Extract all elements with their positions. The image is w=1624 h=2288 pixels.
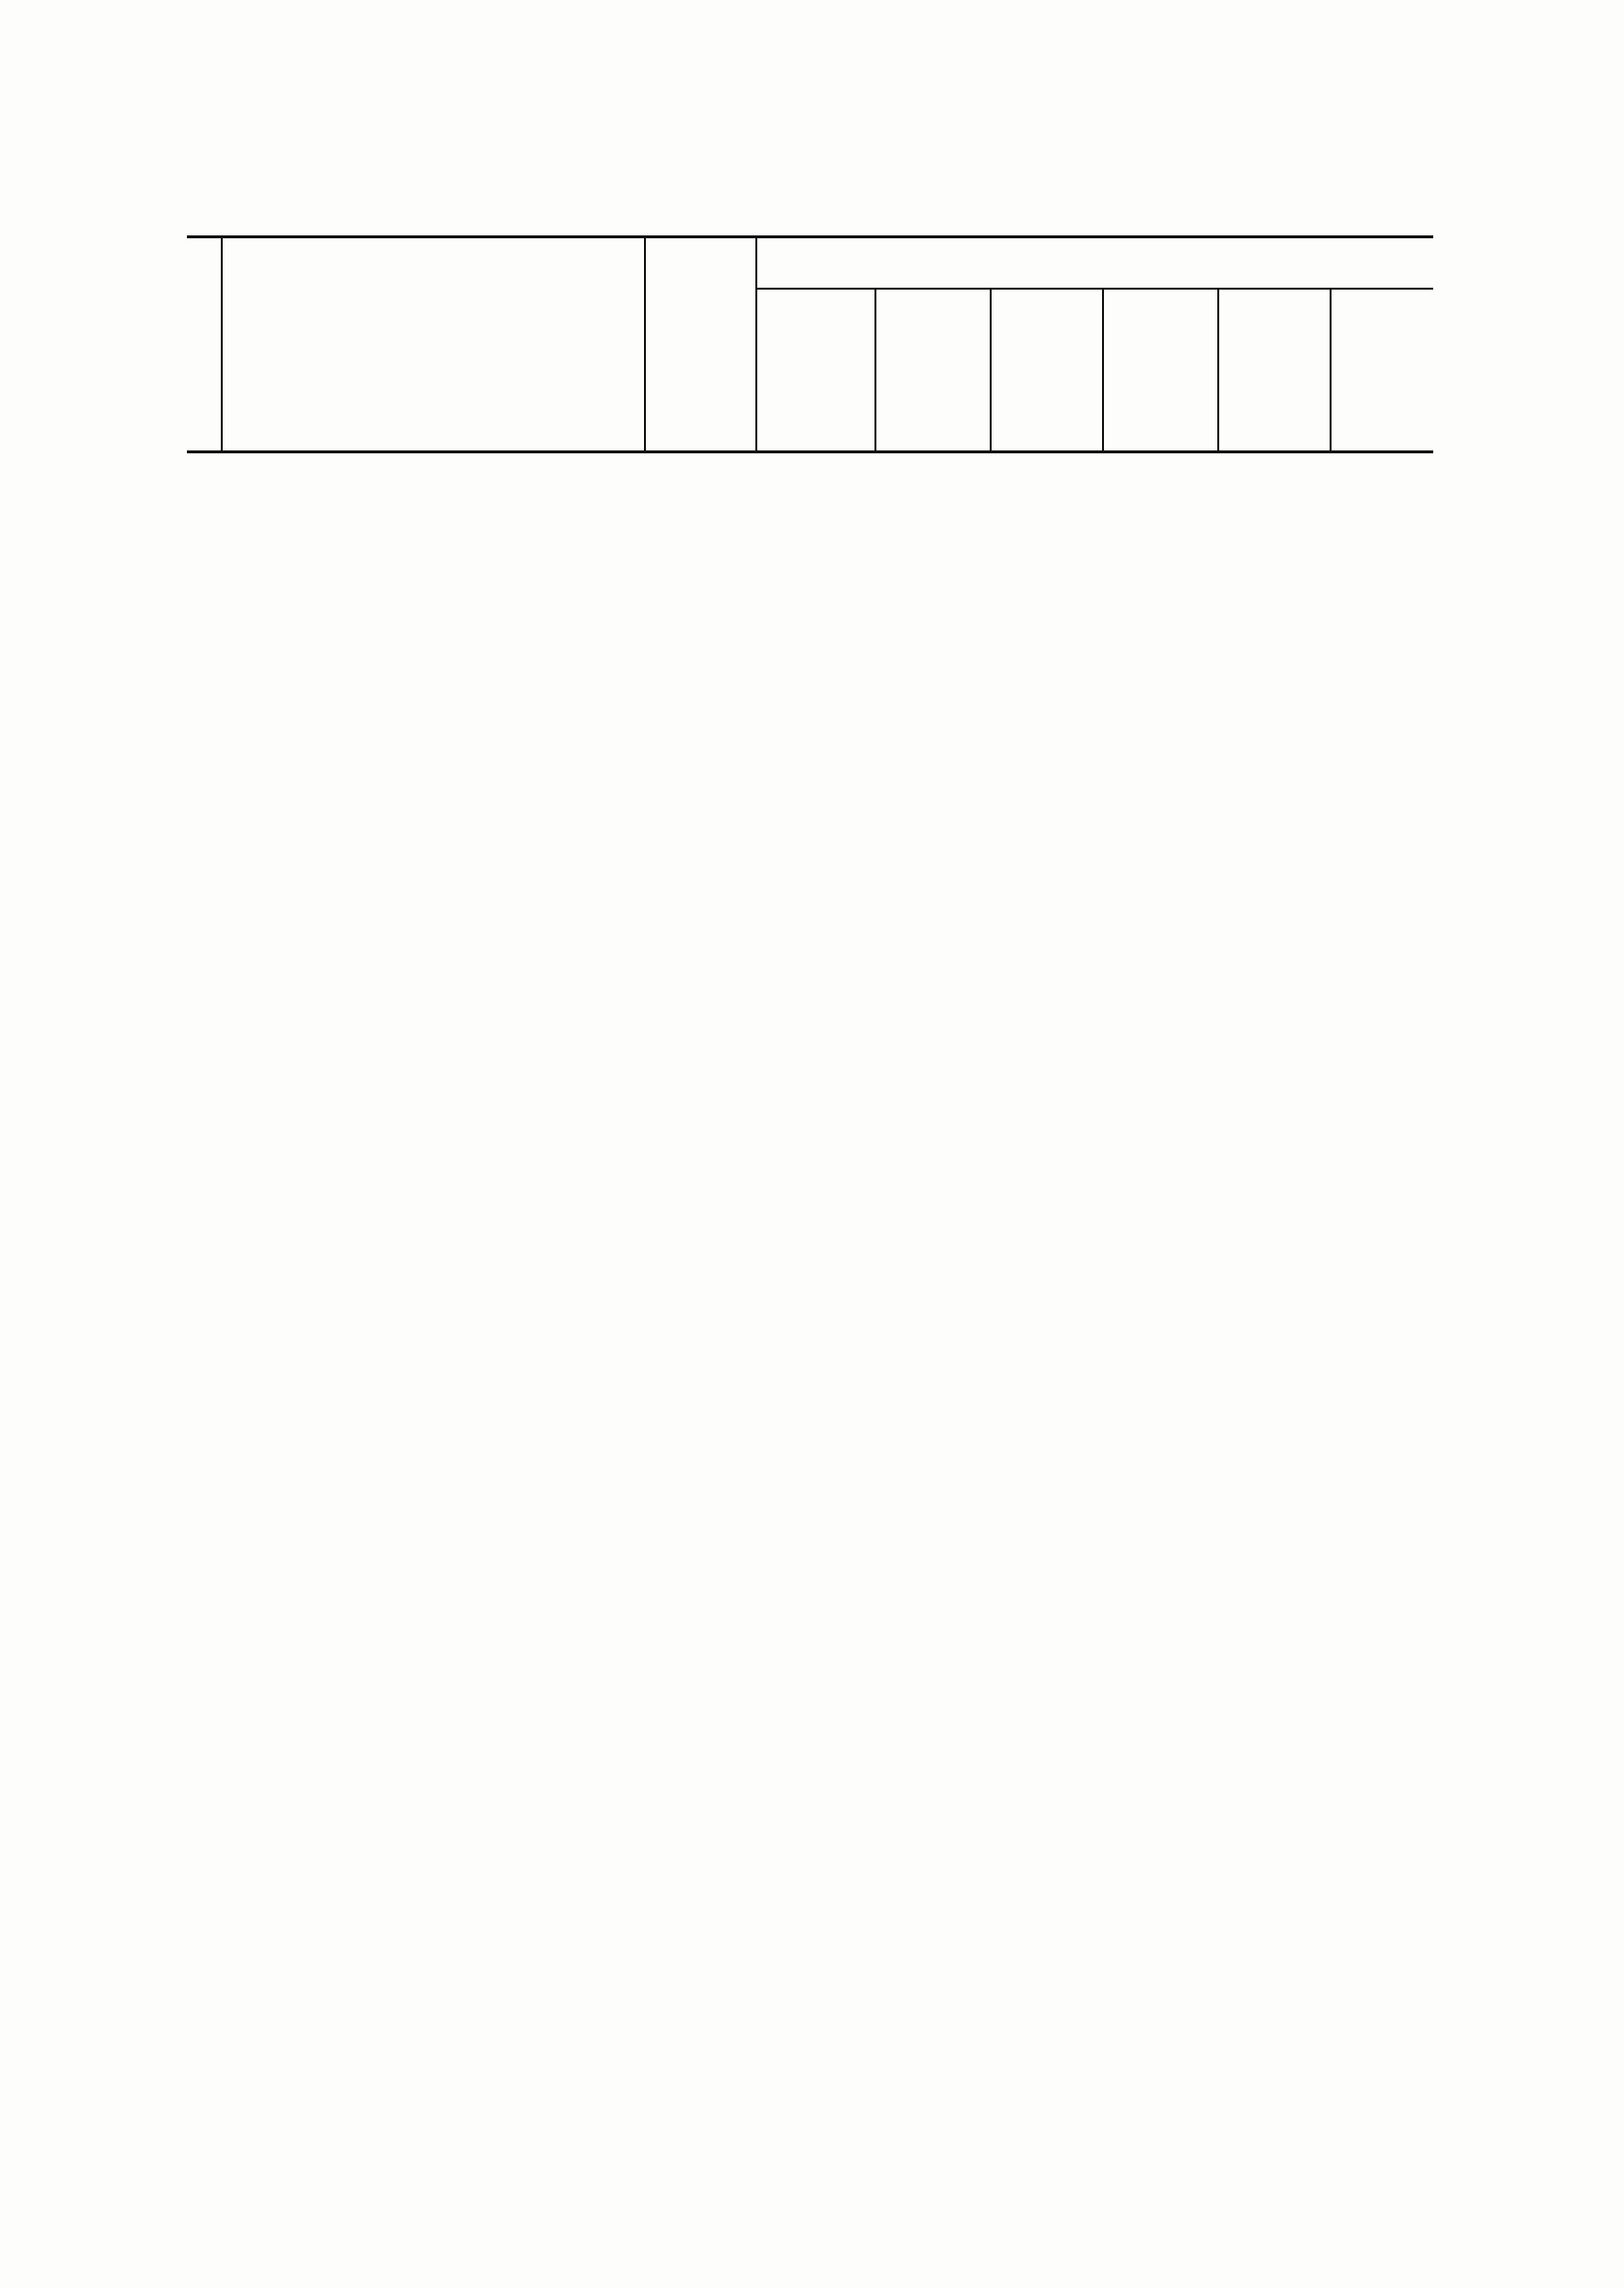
header-divider [1102, 290, 1104, 450]
header-section [1017, 311, 1075, 456]
header-divider [755, 238, 757, 450]
header-section [1130, 311, 1188, 456]
header-interval [644, 278, 737, 472]
header-num [185, 286, 214, 402]
header-section [1360, 311, 1418, 456]
header-divider [874, 290, 876, 450]
header-divider [1330, 290, 1332, 450]
header-divider [1217, 290, 1219, 450]
header-divider [221, 238, 223, 450]
header-section [913, 315, 942, 450]
header-section [1223, 310, 1301, 455]
group-rule [757, 288, 1433, 290]
header-divider [990, 290, 992, 450]
table-top-rule [187, 235, 1433, 238]
header-section [781, 311, 840, 456]
